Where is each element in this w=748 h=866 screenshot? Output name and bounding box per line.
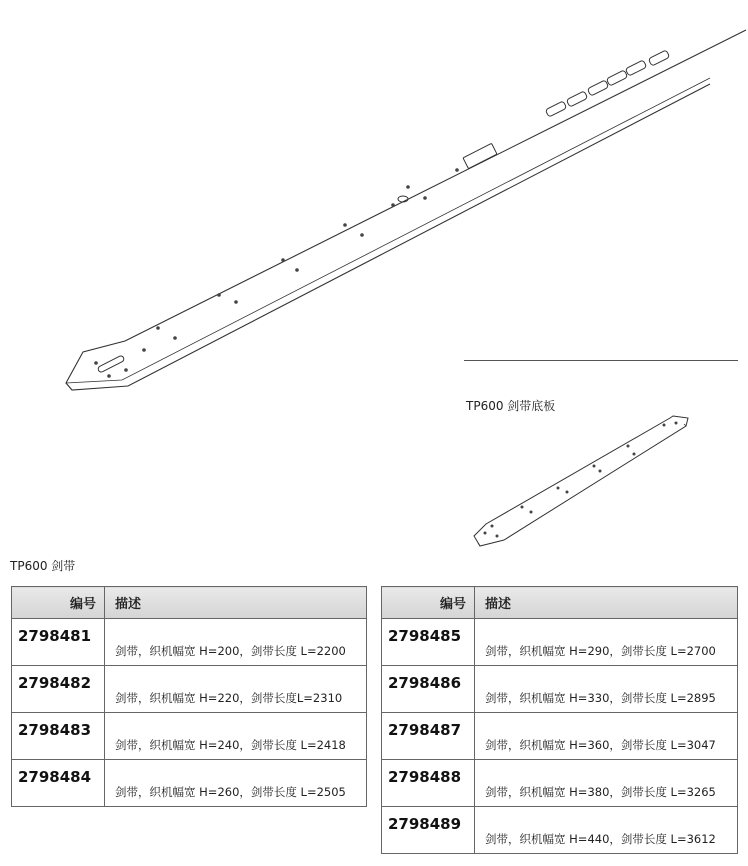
parts-table-left xyxy=(11,586,367,807)
part-description: 剑带，织机幅宽 H=240，剑带长度 L=2418 xyxy=(105,713,367,760)
base-plate-caption: TP600 剑带底板 xyxy=(466,399,556,413)
part-description: 剑带，织机幅宽 H=330，剑带长度 L=2895 xyxy=(475,666,738,713)
part-description: 剑带，织机幅宽 H=260，剑带长度 L=2505 xyxy=(105,760,367,807)
table-row xyxy=(12,666,367,713)
part-code: 2798487 xyxy=(382,713,475,760)
part-code: 2798486 xyxy=(382,666,475,713)
table-row xyxy=(12,760,367,807)
part-code: 2798483 xyxy=(12,713,105,760)
part-description: 剑带，织机幅宽 H=360，剑带长度 L=3047 xyxy=(475,713,738,760)
header-code: 编号 xyxy=(382,587,475,619)
table-header-row xyxy=(12,587,367,619)
table-row xyxy=(12,619,367,666)
table-row xyxy=(382,619,738,666)
table-row xyxy=(382,713,738,760)
part-description: 剑带，织机幅宽 H=220，剑带长度L=2310 xyxy=(105,666,367,713)
table-header-row xyxy=(382,587,738,619)
table-row xyxy=(382,807,738,854)
header-description: 描述 xyxy=(475,587,738,619)
divider-line xyxy=(464,360,738,361)
part-code: 2798481 xyxy=(12,619,105,666)
header-code: 编号 xyxy=(12,587,105,619)
part-description: 剑带，织机幅宽 H=380，剑带长度 L=3265 xyxy=(475,760,738,807)
part-description: 剑带，织机幅宽 H=440，剑带长度 L=3612 xyxy=(475,807,738,854)
header-description: 描述 xyxy=(105,587,367,619)
part-code: 2798485 xyxy=(382,619,475,666)
part-description: 剑带，织机幅宽 H=290，剑带长度 L=2700 xyxy=(475,619,738,666)
rapier-tape-drawing xyxy=(66,30,746,390)
parts-table-right xyxy=(381,586,738,854)
part-code: 2798488 xyxy=(382,760,475,807)
table-row xyxy=(382,666,738,713)
part-code: 2798484 xyxy=(12,760,105,807)
tape-holes xyxy=(94,168,459,378)
table-row xyxy=(382,760,738,807)
part-code: 2798489 xyxy=(382,807,475,854)
table-row xyxy=(12,713,367,760)
part-code: 2798482 xyxy=(12,666,105,713)
rapier-table-caption: TP600 剑带 xyxy=(10,559,76,573)
base-plate-drawing xyxy=(474,416,688,546)
part-description: 剑带，织机幅宽 H=200，剑带长度 L=2200 xyxy=(105,619,367,666)
